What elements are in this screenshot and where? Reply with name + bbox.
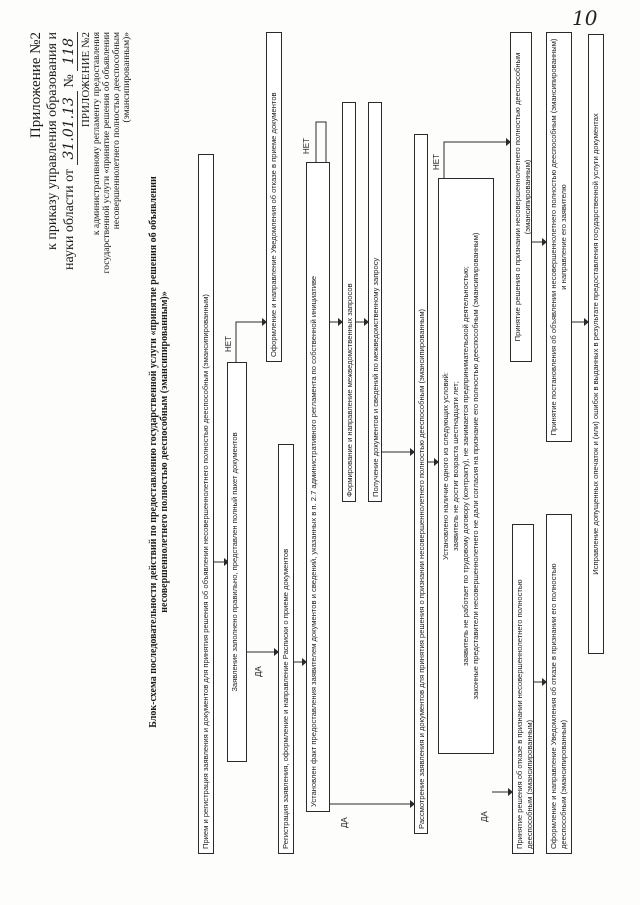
- box-error-correction: Исправление допущенных опечаток и (или) ошибок в выданных в результате предоставления государственной услуги документах: [588, 34, 604, 654]
- order-date-handwritten: 31.01.13: [61, 91, 78, 165]
- box-refusal-decision: Принятие решения об отказе в признании несовершеннолетнего полностью дееспособным (эмансипированным): [512, 524, 534, 854]
- order-line-2-prefix: науки области от: [62, 168, 77, 270]
- flowchart-title-line-2: несовершеннолетнего полностью дееспособным (эмансипированным)»: [159, 291, 170, 613]
- box-resolution-issued: Принятие постановления об объявлении несовершеннолетнего полностью дееспособным (эмансипированным) и направление его заявителю: [546, 32, 572, 442]
- box-interagency-response: Получение документов и сведений по межведомственному запросу: [368, 102, 382, 502]
- label-yes-2: ДА: [340, 817, 349, 828]
- reg-line-3: несовершеннолетнего полностью дееспособным: [112, 32, 122, 230]
- label-no-2: НЕТ: [302, 138, 311, 154]
- appendix-title: Приложение №2: [28, 32, 44, 139]
- box-approval-decision: Принятие решения о признании несовершеннолетнего полностью дееспособным (эмансипированным): [510, 32, 532, 362]
- reg-line-4: (эмансипированным)»: [122, 32, 132, 123]
- box-documents-provided: Установлен факт предоставления заявителем документов и сведений, указанных в п. 2.7 административного регламента по собственной инициативе: [306, 162, 330, 812]
- box-refusal-notice-emancipation: Оформление и направление Уведомления об отказе в признании его полностью дееспособным (эмансипированным): [546, 514, 572, 854]
- conditions-title: Установлено наличие одного из следующих условий:: [441, 372, 450, 560]
- box-registration-receipt: Регистрация заявления, оформление и направление Расписки о приеме документов: [278, 444, 294, 854]
- condition-age: заявитель не достиг возраста шестнадцати лет;: [450, 381, 460, 551]
- box-refusal-notice-acceptance: Оформление и направление Уведомления об отказе в приеме документов: [266, 32, 282, 362]
- annex-label: ПРИЛОЖЕНИЕ №2: [80, 32, 92, 128]
- box-receive-register: Прием и регистрация заявления и документов для принятия решения об объявлении несовершеннолетнего полностью дееспособным (эмансипированным): [198, 154, 214, 854]
- condition-employment: заявитель не работает по трудовому договору (контракту), не занимается предпринимательской деятельностью;: [460, 266, 470, 666]
- flowchart-title-line-1: Блок-схема последовательности действий по предоставлению государственной услуги «принятие решения об объявлении: [148, 176, 159, 728]
- label-no-3: НЕТ: [432, 154, 441, 170]
- reg-line-2: государственной услуги «принятие решения об объявлении: [102, 32, 112, 274]
- label-no-1: НЕТ: [224, 336, 233, 352]
- page-number: 10: [572, 6, 598, 30]
- box-application-correct: Заявление заполнено правильно, представлен полный пакет документов: [227, 362, 247, 762]
- order-line-1: к приказу управления образования и: [45, 32, 60, 250]
- label-yes-1: ДА: [254, 666, 263, 677]
- box-interagency-requests: Формирование и направление межведомственных запросов: [342, 102, 356, 502]
- condition-consent: законные представители несовершеннолетнего не дали согласия на признание его полностью дееспособным (эмансипированным): [470, 232, 480, 700]
- rotated-sheet: [20, 22, 620, 882]
- box-conditions-check: [438, 178, 494, 754]
- reg-line-1: к административному регламенту предоставления: [92, 32, 102, 236]
- box-review-application: Рассмотрение заявления и документов для принятия решения о признании несовершеннолетнего полностью дееспособным (эмансипированным): [414, 134, 428, 834]
- order-no-handwritten: 118: [61, 32, 78, 71]
- label-yes-3: ДА: [480, 811, 489, 822]
- order-no-label: №: [62, 74, 77, 88]
